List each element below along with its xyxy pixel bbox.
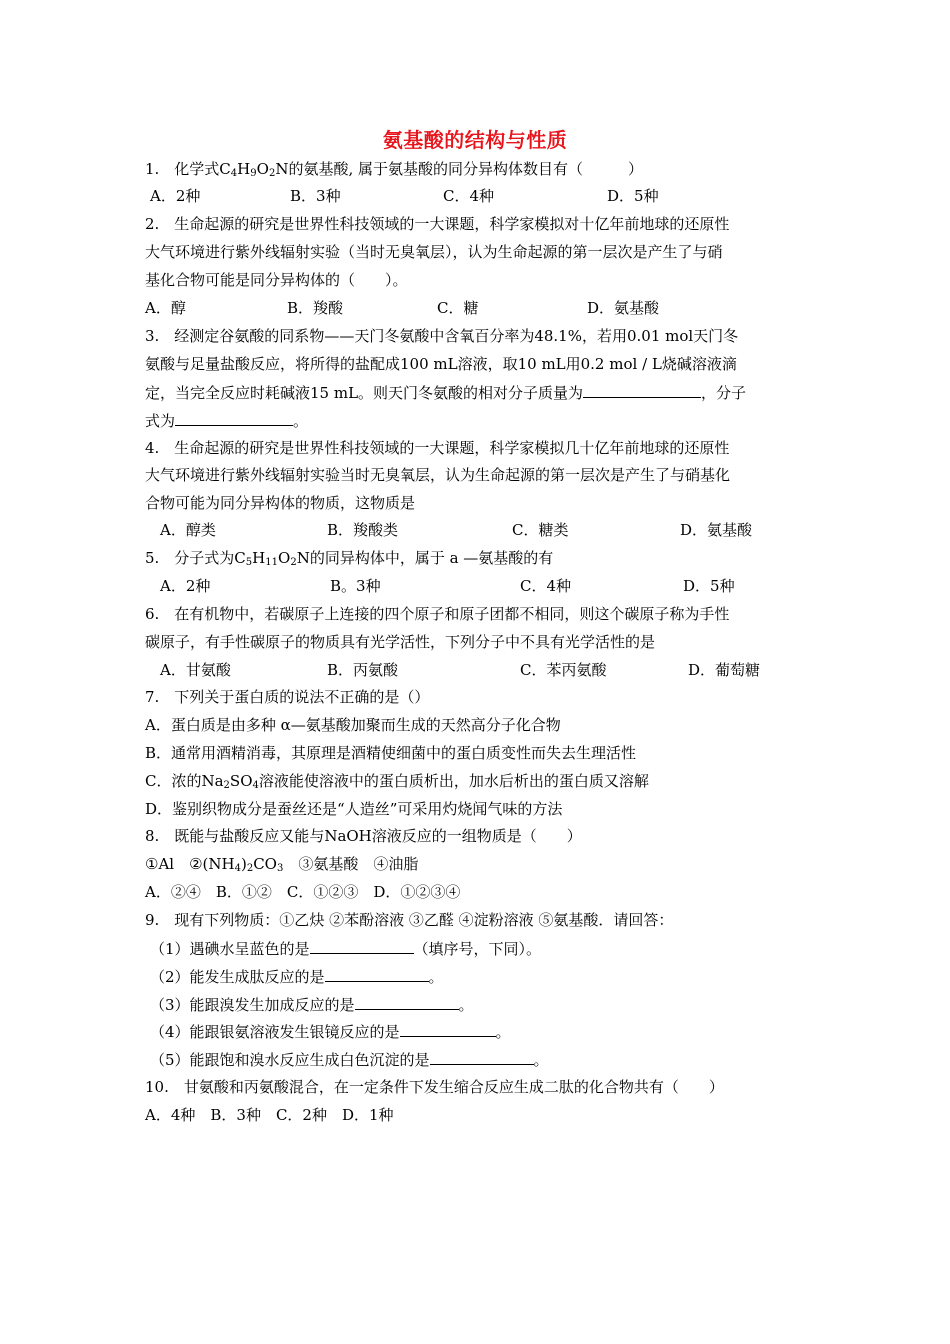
q4-line-1: 4. 生命起源的研究是世界性科技领域的一大课题，科学家模拟几十亿年前地球的还原性 — [145, 439, 730, 457]
q6-line-2: 碳原子，有手性碳原子的物质具有光学活性，下列分子中不具有光学活性的是 — [145, 633, 656, 651]
q6-option-d: D．葡萄糖 — [688, 661, 761, 679]
q6-line-1: 6. 在有机物中，若碳原子上连接的四个原子和原子团都不相同，则这个碳原子称为手性 — [145, 605, 730, 623]
q7-stem: 7. 下列关于蛋白质的说法不正确的是（） — [145, 688, 430, 706]
q7-option-d: D．鉴别织物成分是蚕丝还是“人造丝”可采用灼烧闻气味的方法 — [145, 800, 563, 818]
q9-blank-2[interactable] — [325, 966, 429, 982]
q3-line-2: 氨酸与足量盐酸反应，将所得的盐配成100 mL溶液，取10 mL用0.2 mol / L烧碱溶液滴 — [145, 355, 737, 373]
q4-line-3: 合物可能为同分异构体的物质，这物质是 — [145, 494, 416, 512]
q9-blank-4[interactable] — [400, 1021, 496, 1037]
q4-option-a: A．醇类 — [160, 521, 216, 539]
q9-blank-3[interactable] — [355, 994, 459, 1010]
q8-options: A．②④ B．①② C．①②③ D．①②③④ — [145, 883, 461, 901]
q3-line-3: 定，当完全反应时耗碱液15 mL。则天门冬氨酸的相对分子质量为 ，分子 — [145, 384, 747, 402]
q1-option-b: B．3种 — [290, 187, 341, 205]
q9-sub-2: （2）能发生成肽反应的是 。 — [150, 968, 444, 986]
q1-option-a: A．2种 — [150, 187, 201, 205]
q10-stem: 10. 甘氨酸和丙氨酸混合，在一定条件下发生缩合反应生成二肽的化合物共有（ ） — [145, 1078, 724, 1096]
q3-line-4: 式为 。 — [145, 412, 309, 430]
q2-line-3: 基化合物可能是同分异构体的（ ）。 — [145, 271, 408, 289]
q2-option-d: D．氨基酸 — [587, 299, 660, 317]
q2-option-b: B．羧酸 — [287, 299, 344, 317]
q9-sub-4: （4）能跟银氨溶液发生银镜反应的是 。 — [150, 1023, 511, 1041]
q2-option-c: C．糖 — [437, 299, 479, 317]
q6-option-b: B．丙氨酸 — [327, 661, 399, 679]
q2-line-1: 2. 生命起源的研究是世界性科技领域的一大课题，科学家模拟对十亿年前地球的还原性 — [145, 215, 730, 233]
q7-option-a: A．蛋白质是由多种 α—氨基酸加聚而生成的天然高分子化合物 — [145, 716, 561, 734]
q4-option-b: B．羧酸类 — [327, 521, 399, 539]
q6-option-a: A．甘氨酸 — [160, 661, 231, 679]
q4-option-c: C．糖类 — [512, 521, 569, 539]
q9-sub-3: （3）能跟溴发生加成反应的是 。 — [150, 996, 474, 1014]
q5-option-d: D．5种 — [683, 577, 735, 595]
q5-stem: 5. 分子式为$C_5H_{11}O_2N$的同异构体中，属于 a —氨基酸的有 — [145, 549, 554, 568]
q8-items: ①Al $②(NH_4)_2CO_3$ ③氨基酸 ④油脂 — [145, 855, 419, 874]
q2-option-a: A．醇 — [145, 299, 186, 317]
q6-option-c: C．苯丙氨酸 — [520, 661, 607, 679]
q9-stem: 9. 现有下列物质：①乙炔 ②苯酚溶液 ③乙醛 ④淀粉溶液 ⑤氨基酸．请回答： — [145, 911, 674, 929]
q5-option-c: C．4种 — [520, 577, 572, 595]
q4-line-2: 大气环境进行紫外线辐射实验当时无臭氧层，认为生命起源的第一层次是产生了与硝基化 — [145, 466, 731, 484]
q3-blank-molar-mass[interactable] — [583, 382, 701, 398]
q5-option-b: B。3种 — [330, 577, 381, 595]
q9-sub-1: （1）遇碘水呈蓝色的是 （填序号，下同）。 — [150, 940, 542, 958]
q1-option-d: D．5种 — [607, 187, 659, 205]
q8-stem: 8. 既能与盐酸反应又能与NaOH溶液反应的一组物质是（ ） — [145, 827, 582, 845]
q4-option-d: D．氨基酸 — [680, 521, 753, 539]
q9-sub-5: （5）能跟饱和溴水反应生成白色沉淀的是 。 — [150, 1051, 549, 1069]
q5-option-a: A．2种 — [160, 577, 211, 595]
q10-options: A．4种 B．3种 C．2种 D．1种 — [145, 1106, 394, 1124]
q9-blank-5[interactable] — [430, 1049, 534, 1065]
page-title: 氨基酸的结构与性质 — [382, 128, 568, 152]
q1-stem: 1. 化学式$C_4H_9O_2N$的氨基酸, 属于氨基酸的同分异构体数目有（ ） — [145, 160, 643, 179]
q7-option-b: B．通常用酒精消毒，其原理是酒精使细菌中的蛋白质变性而失去生理活性 — [145, 744, 637, 762]
q3-blank-formula[interactable] — [175, 410, 293, 426]
q3-line-1: 3. 经测定谷氨酸的同系物——天门冬氨酸中含氧百分率为48.1%，若用0.01 mol天门冬 — [145, 327, 739, 345]
q9-blank-1[interactable] — [310, 938, 414, 954]
q2-line-2: 大气环境进行紫外线辐射实验（当时无臭氧层），认为生命起源的第一层次是产生了与硝 — [145, 243, 723, 261]
q7-option-c: C．浓的$Na_2SO_4$溶液能使溶液中的蛋白质析出，加水后析出的蛋白质又溶解 — [145, 772, 649, 791]
q1-option-c: C．4种 — [443, 187, 495, 205]
